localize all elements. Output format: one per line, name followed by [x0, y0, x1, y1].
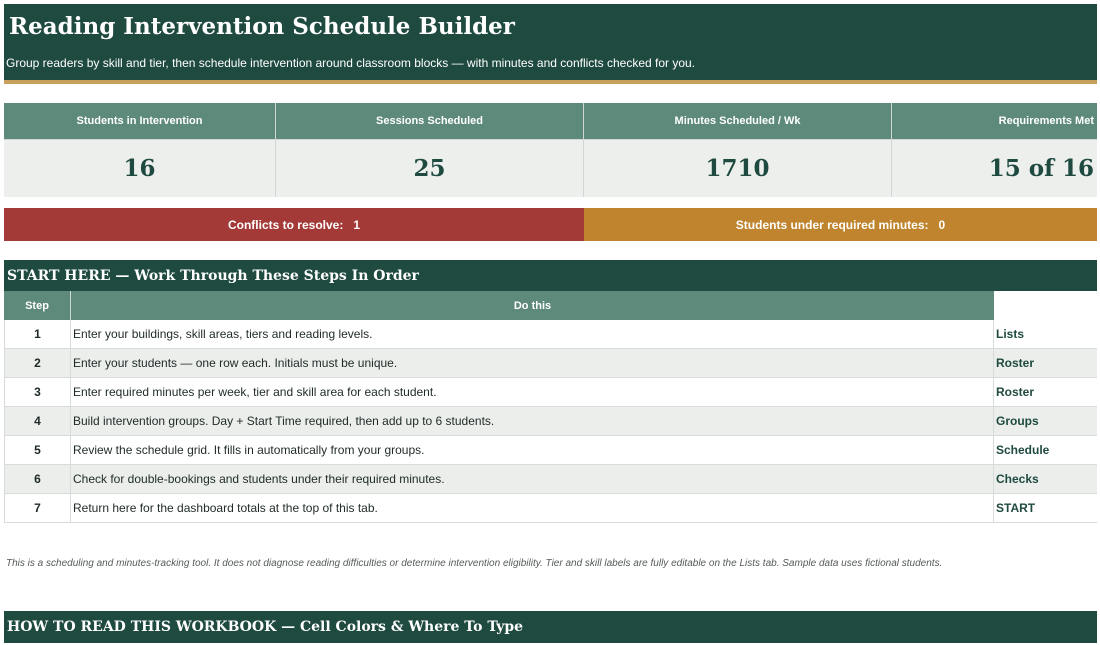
- steps-table: [4, 291, 1097, 523]
- kpi-students[interactable]: [4, 103, 276, 197]
- step-text: Return here for the dashboard totals at the top of this tab.: [71, 494, 994, 522]
- kpi-requirements[interactable]: [892, 103, 1097, 197]
- kpi-sessions[interactable]: [276, 103, 584, 197]
- step-tab-link[interactable]: Checks: [994, 465, 1097, 493]
- step-tab-link[interactable]: START: [996, 501, 1036, 515]
- page-subtitle: Group readers by skill and tier, then schedule intervention around classroom blocks — with minutes and conflicts checked for you.: [6, 56, 696, 70]
- step-number: 2: [4, 349, 71, 377]
- table-row[interactable]: [4, 407, 1097, 436]
- table-row[interactable]: [4, 436, 1097, 465]
- kpi-value: 16: [4, 139, 275, 197]
- step-text: Enter your students — one row each. Initials must be unique.: [71, 349, 994, 377]
- kpi-label: Students in Intervention: [4, 103, 275, 139]
- kpi-label: Requirements Met: [892, 103, 1097, 139]
- under-minutes-alert[interactable]: [584, 208, 1097, 241]
- step-number: 4: [4, 407, 71, 435]
- table-row[interactable]: [4, 349, 1097, 378]
- how-to-read-section-header: HOW TO READ THIS WORKBOOK — Cell Colors & Where To Type: [4, 611, 1097, 643]
- kpi-minutes[interactable]: [584, 103, 892, 197]
- table-row[interactable]: [4, 494, 1097, 523]
- col-header-step: Step: [4, 291, 71, 320]
- conflicts-label: Conflicts to resolve:: [227, 217, 344, 232]
- step-text: Review the schedule grid. It fills in automatically from your groups.: [71, 436, 994, 464]
- step-tab-link[interactable]: Schedule: [996, 443, 1050, 457]
- header-banner: [4, 4, 1097, 80]
- step-text: Enter required minutes per week, tier and skill area for each student.: [71, 378, 994, 406]
- kpi-summary-table: [4, 103, 1097, 197]
- header-accent-divider: [4, 80, 1097, 84]
- alerts-bar: [4, 208, 1097, 241]
- kpi-value: 15 of 16: [892, 139, 1097, 197]
- table-row[interactable]: [4, 320, 1097, 349]
- step-number: 1: [4, 320, 71, 348]
- table-row[interactable]: [4, 378, 1097, 407]
- step-number: 6: [4, 465, 71, 493]
- step-tab-link[interactable]: Groups: [994, 407, 1097, 435]
- step-text: Build intervention groups. Day + Start Time required, then add up to 6 students.: [71, 407, 994, 435]
- step-tab-link[interactable]: Roster: [994, 349, 1097, 377]
- start-here-section-header: START HERE — Work Through These Steps In Order: [4, 260, 1097, 292]
- disclaimer-note: This is a scheduling and minutes-tracking tool. It does not diagnose reading difficulties or determine intervention eligibility. Tier and skill labels are fully editable on the Lists tab. Sample data uses fictional students.: [6, 558, 943, 569]
- step-number: 7: [4, 494, 71, 522]
- kpi-value: 25: [276, 139, 583, 197]
- kpi-label: Sessions Scheduled: [276, 103, 583, 139]
- step-text: Enter your buildings, skill areas, tiers and reading levels.: [71, 320, 994, 348]
- table-row[interactable]: [4, 465, 1097, 494]
- under-minutes-label: Students under required minutes:: [735, 217, 929, 232]
- page-title: Reading Intervention Schedule Builder: [9, 13, 515, 40]
- steps-table-header: [4, 291, 1097, 320]
- step-text: Check for double-bookings and students under their required minutes.: [71, 465, 994, 493]
- step-tab-link[interactable]: Lists: [996, 327, 1025, 341]
- under-minutes-count: 0: [938, 217, 946, 232]
- kpi-label: Minutes Scheduled / Wk: [584, 103, 891, 139]
- conflicts-alert[interactable]: [4, 208, 584, 241]
- kpi-value: 1710: [584, 139, 891, 197]
- col-header-do-this: Do this: [71, 291, 994, 320]
- step-number: 3: [4, 378, 71, 406]
- step-number: 5: [4, 436, 71, 464]
- col-header-blank: [994, 291, 1097, 320]
- step-tab-link[interactable]: Roster: [996, 385, 1035, 399]
- conflicts-count: 1: [353, 217, 361, 232]
